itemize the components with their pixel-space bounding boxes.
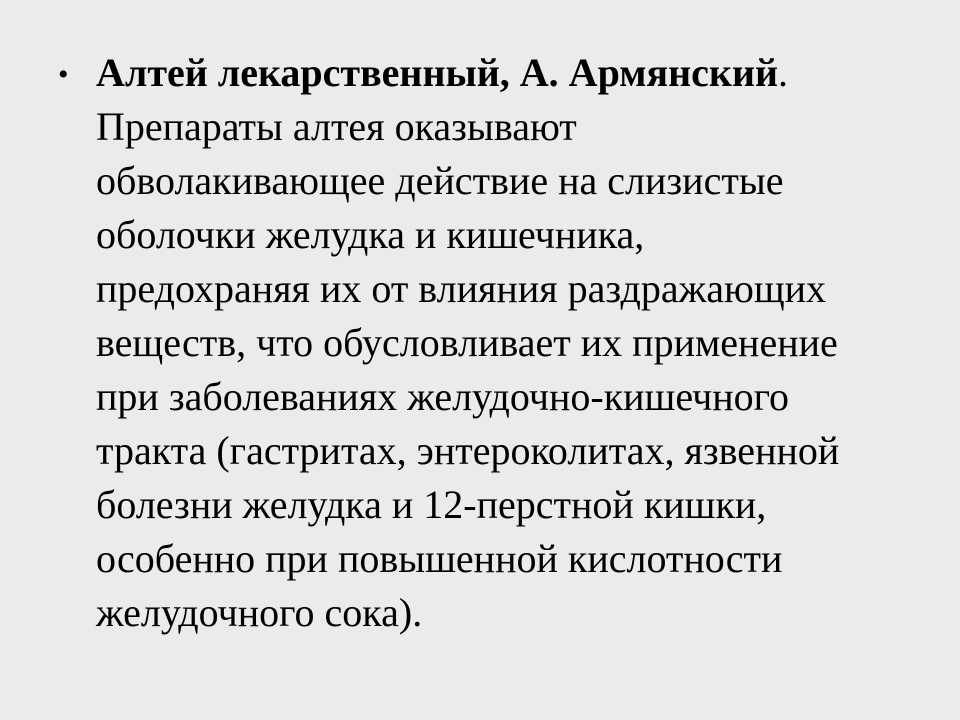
body-line: особенно при повышенной кислотности [96, 536, 783, 581]
heading-end-text: . [778, 50, 789, 95]
heading-line [96, 46, 896, 100]
body-line: при заболеваниях желудочно-кишечного [96, 374, 790, 419]
body-line: оболочки желудка и кишечника, [96, 212, 645, 257]
body-line: желудочного сока). [96, 590, 423, 635]
body-line: обволакивающее действие на слизистые [96, 158, 784, 203]
body-line: Препараты алтея оказывают [96, 104, 577, 149]
body-line: веществ, что обусловливает их применение [96, 320, 838, 365]
body-line: тракта (гастритах, энтероколитах, язвенной [96, 428, 840, 473]
bullet-text [96, 46, 896, 640]
body-line: предохраняя их от влияния раздражающих [96, 266, 827, 311]
heading-bold-text: Алтей лекарственный, А. Армянский [96, 50, 779, 95]
body-line: болезни желудка и 12-перстной кишки, [96, 482, 767, 527]
bullet-icon: • [58, 58, 69, 91]
